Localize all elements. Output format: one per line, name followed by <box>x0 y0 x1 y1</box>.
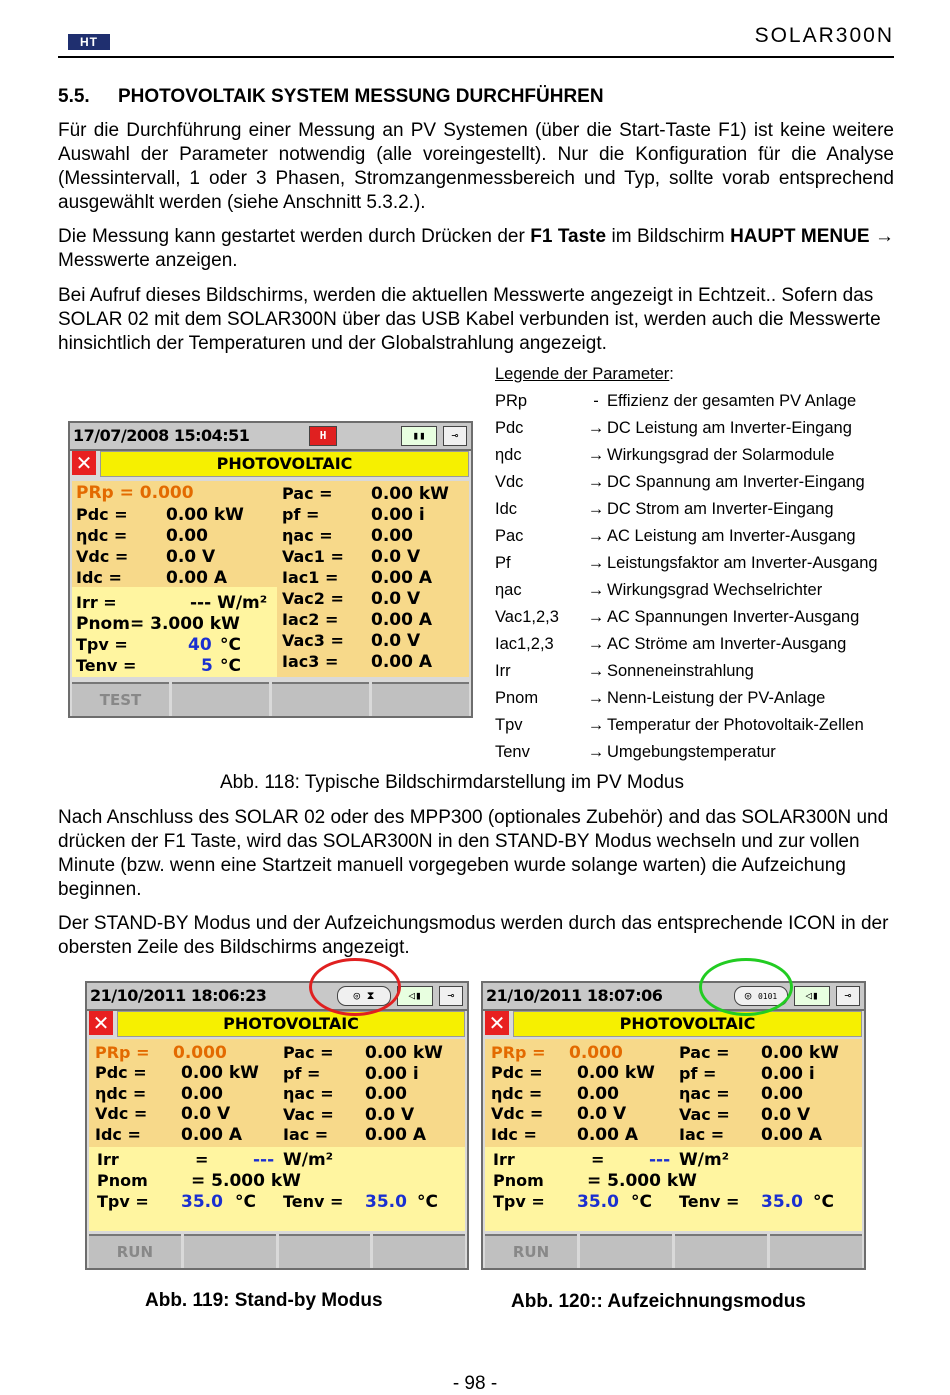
ac-value: 0.00 A <box>371 568 433 588</box>
ac-value: 0.0 V <box>371 547 421 567</box>
screen-status-bar <box>483 983 864 1011</box>
legend-row <box>495 473 905 500</box>
legend-title-text: Legende der Parameter <box>495 365 670 383</box>
f3-button[interactable] <box>675 1234 767 1268</box>
dc-value: 0.0 V <box>166 547 216 567</box>
tenv-label: Tenv = <box>283 1192 344 1211</box>
section-number: 5.5. <box>58 86 90 107</box>
legend-key: Pnom <box>495 689 539 707</box>
pnom-value: = 5.000 kW <box>191 1171 301 1191</box>
ac-value: 0.0 V <box>371 631 421 651</box>
section-title: PHOTOVOLTAIK SYSTEM MESSUNG DURCHFÜHREN <box>118 86 604 107</box>
screen-date: 17/07/2008 15:04:51 <box>73 426 250 445</box>
screen-pv-mode <box>68 421 473 718</box>
dc-value: 0.00 A <box>181 1124 243 1145</box>
function-keys <box>483 1234 864 1268</box>
paragraph-2 <box>58 225 894 273</box>
ac-value: 0.0 V <box>365 1104 415 1125</box>
ac-label: ηac = <box>282 526 333 545</box>
legend-desc: Wirkungsgrad Wechselrichter <box>607 581 823 599</box>
legend-row <box>495 500 905 527</box>
legend-key: Pac <box>495 527 524 545</box>
tpv-unit: °C <box>235 1192 256 1212</box>
tenv-unit: °C <box>813 1192 834 1212</box>
legend-row <box>495 608 905 635</box>
legend-desc: DC Strom am Inverter-Eingang <box>607 500 834 518</box>
f4-button[interactable] <box>770 1234 862 1268</box>
ac-value: 0.00 kW <box>365 1043 443 1063</box>
dc-value: 0.0 V <box>181 1104 231 1124</box>
screen-recording <box>481 981 866 1270</box>
ac-label: Vac2 = <box>282 589 344 608</box>
ac-value: 0.00 A <box>365 1125 427 1145</box>
ac-label: Vac1 = <box>282 547 344 566</box>
recording-icon-text: 0101 <box>757 992 778 1001</box>
prp-label: PRp = <box>95 1043 150 1062</box>
ac-value: 0.00 <box>365 1084 407 1104</box>
p2-bold-menu: HAUPT MENUE <box>730 226 870 247</box>
tenv-value: 35.0 <box>761 1192 803 1212</box>
irr-label: Irr <box>493 1150 515 1169</box>
battery-icon: ▮▮ <box>401 426 437 446</box>
ac-label: Pac = <box>283 1043 334 1062</box>
legend-row <box>495 635 905 662</box>
screen-date: 21/10/2011 18:07:06 <box>486 986 663 1005</box>
ac-label: Iac1 = <box>282 568 339 587</box>
tpv-value: 35.0 <box>181 1192 223 1212</box>
legend-desc: DC Leistung am Inverter-Eingang <box>607 419 852 437</box>
ac-label: ηac = <box>679 1084 730 1103</box>
tpv-label: Tpv = <box>493 1192 545 1211</box>
irr-unit: W/m² <box>679 1150 730 1170</box>
ac-label: Iac3 = <box>282 652 339 671</box>
caption-119: Abb. 119: Stand-by Modus <box>145 1290 383 1311</box>
ac-value: 0.00 i <box>761 1063 815 1084</box>
document-title: SOLAR300N <box>754 24 894 47</box>
prp-reading: PRp = 0.000 <box>76 483 194 503</box>
pnom-label: Pnom <box>97 1171 148 1190</box>
tenv-label: Tenv = <box>679 1192 740 1211</box>
pnom-reading: Pnom= 3.000 kW <box>76 614 240 634</box>
dc-label: ηdc = <box>491 1083 543 1103</box>
f3-button[interactable] <box>272 682 369 716</box>
ac-value: 0.00 kW <box>761 1043 839 1063</box>
tenv-label: Tenv = <box>76 656 137 675</box>
legend-desc: Effizienz der gesamten PV Anlage <box>607 392 857 410</box>
legend-row <box>495 662 905 689</box>
irr-value: --- <box>253 1150 275 1170</box>
arrow-icon: → <box>587 419 605 437</box>
plug-icon: ⊸ <box>443 426 467 446</box>
legend-key: ηac <box>495 581 522 599</box>
legend-desc: Wirkungsgrad der Solarmodule <box>607 446 835 464</box>
screen-title: PHOTOVOLTAIC <box>513 1011 862 1037</box>
arrow-icon: → <box>587 743 605 761</box>
legend-desc: Nenn-Leistung der PV-Anlage <box>607 689 826 707</box>
ac-value: 0.00 A <box>761 1125 823 1145</box>
page-number: - 98 - <box>452 1373 498 1394</box>
legend-key: Pdc <box>495 419 524 437</box>
legend-row <box>495 581 905 608</box>
dc-label: Idc = <box>95 1124 141 1144</box>
recording-highlight-ring <box>699 958 793 1016</box>
ac-value: 0.00 A <box>371 652 433 672</box>
plug-icon: ⊸ <box>836 986 860 1006</box>
legend-row <box>495 446 905 473</box>
ac-value: 0.00 i <box>371 505 425 525</box>
ac-value: 0.00 i <box>365 1063 419 1084</box>
tenv-value: 5 <box>201 656 213 676</box>
battery-icon: ◁▮ <box>397 986 433 1006</box>
dc-value: 0.00 kW <box>166 505 244 525</box>
dc-label: Idc = <box>76 568 122 587</box>
pnom-value: = 5.000 kW <box>587 1171 697 1191</box>
function-keys <box>70 682 471 716</box>
legend-key: Tenv <box>495 743 530 761</box>
legend-key: Vdc <box>495 473 524 491</box>
legend-row <box>495 419 905 446</box>
parameter-legend <box>495 365 905 770</box>
arrow-icon: → <box>587 635 605 653</box>
f2-button[interactable] <box>172 682 269 716</box>
legend-row <box>495 716 905 743</box>
legend-row <box>495 392 905 419</box>
irr-label: Irr <box>97 1150 119 1169</box>
ac-value: 0.0 V <box>761 1104 811 1125</box>
dc-label: Vdc = <box>95 1104 148 1123</box>
arrow-icon: → <box>587 500 605 518</box>
arrow-icon: → <box>875 226 894 247</box>
irr-equals: = <box>195 1150 209 1169</box>
caption-118: Abb. 118: Typische Bildschirmdarstellung im PV Modus <box>220 772 684 793</box>
f2-button[interactable] <box>184 1234 276 1268</box>
ht-logo: HT <box>68 34 110 50</box>
f4-button[interactable] <box>373 1234 465 1268</box>
ac-label: pf = <box>283 1063 321 1083</box>
dc-value: 0.00 kW <box>181 1063 259 1083</box>
irr-value: --- W/m² <box>190 593 268 613</box>
tenv-unit: °C <box>220 656 241 676</box>
p2-text-a: Die Messung kann gestartet werden durch Drücken der <box>58 226 531 247</box>
prp-label: PRp = <box>491 1043 546 1062</box>
f1-test-button[interactable]: TEST <box>72 682 169 716</box>
ac-label: Pac = <box>679 1043 730 1062</box>
legend-key: Pf <box>495 554 511 572</box>
ac-label: ηac = <box>283 1084 334 1103</box>
ac-value: 0.0 V <box>371 589 421 609</box>
arrow-icon: → <box>587 554 605 572</box>
close-icon[interactable]: ✕ <box>485 1011 509 1035</box>
arrow-icon: → <box>587 662 605 680</box>
legend-row <box>495 689 905 716</box>
dc-value: 0.00 kW <box>577 1063 655 1083</box>
dc-label: Vdc = <box>76 547 129 566</box>
p2-text-c: im Bildschirm <box>606 226 731 247</box>
dc-value: 0.00 A <box>577 1124 639 1145</box>
dc-label: Pdc = <box>491 1063 543 1082</box>
screen-standby <box>85 981 469 1270</box>
legend-desc: AC Ströme am Inverter-Ausgang <box>607 635 847 653</box>
irr-value: --- <box>649 1150 671 1170</box>
ac-value: 0.00 kW <box>371 484 449 504</box>
legend-key: Vac1,2,3 <box>495 608 559 626</box>
irr-unit: W/m² <box>283 1150 334 1170</box>
legend-key: Tpv <box>495 716 523 734</box>
tpv-value: 40 <box>188 635 212 655</box>
irr-label: Irr = <box>76 593 117 612</box>
battery-icon: ◁▮ <box>794 986 830 1006</box>
plug-icon: ⊸ <box>439 986 463 1006</box>
legend-key: Iac1,2,3 <box>495 635 554 653</box>
dc-value: 0.00 <box>577 1083 619 1104</box>
legend-row <box>495 743 905 770</box>
standby-highlight-ring <box>309 958 401 1016</box>
f1-run-button[interactable]: RUN <box>89 1234 181 1268</box>
f3-button[interactable] <box>279 1234 371 1268</box>
ac-value: 0.00 <box>371 526 413 546</box>
legend-row <box>495 527 905 554</box>
legend-desc: AC Spannungen Inverter-Ausgang <box>607 608 860 626</box>
hold-icon: H <box>309 426 337 446</box>
dc-label: ηdc = <box>95 1083 147 1103</box>
arrow-icon: → <box>587 689 605 707</box>
arrow-icon: → <box>587 446 605 464</box>
ac-label: Vac3 = <box>282 631 344 650</box>
legend-title <box>495 365 905 392</box>
tpv-value: 35.0 <box>577 1192 619 1212</box>
dc-label: Pdc = <box>76 505 128 524</box>
legend-desc: Umgebungstemperatur <box>607 743 776 761</box>
caption-120: Abb. 120:: Aufzeichnungsmodus <box>511 1291 806 1312</box>
ac-label: Iac = <box>283 1125 329 1144</box>
arrow-icon: → <box>587 716 605 734</box>
dc-label: Vdc = <box>491 1104 544 1123</box>
tenv-value: 35.0 <box>365 1192 407 1212</box>
legend-key: ηdc <box>495 446 522 464</box>
tenv-unit: °C <box>417 1192 438 1212</box>
standby-disc-icon: ◎ ⧗ <box>337 986 391 1006</box>
arrow-icon: → <box>587 581 605 599</box>
arrow-icon: → <box>587 608 605 626</box>
screen-title: PHOTOVOLTAIC <box>100 451 469 477</box>
ac-label: Vac = <box>283 1104 334 1124</box>
dc-value: 0.00 <box>181 1083 223 1104</box>
paragraph-3: Bei Aufruf dieses Bildschirms, werden die aktuellen Messwerte angezeigt in Echtzeit.. Sofern das SOLAR 02 mit dem SOLAR300N über das USB Kabel verbunden ist, werden auch die Messwerte hinsichtlich der Temperaturen und der Globalstrahlung angezeigt. <box>58 285 881 354</box>
prp-value: 0.000 <box>173 1043 227 1063</box>
dash-separator: - <box>593 392 599 410</box>
tpv-label: Tpv = <box>76 635 128 654</box>
arrow-icon: → <box>587 527 605 545</box>
tpv-unit: °C <box>220 635 241 655</box>
legend-desc: Temperatur der Photovoltaik-Zellen <box>607 716 864 734</box>
legend-desc: Leistungsfaktor am Inverter-Ausgang <box>607 554 878 572</box>
arrow-icon: → <box>587 473 605 491</box>
legend-key: PRp <box>495 392 528 410</box>
dc-value: 0.00 <box>166 526 208 546</box>
legend-desc: AC Leistung am Inverter-Ausgang <box>607 527 856 545</box>
ac-value: 0.00 <box>761 1084 803 1104</box>
screen-date: 21/10/2011 18:06:23 <box>90 986 267 1005</box>
p2-text-e: Messwerte anzeigen. <box>58 250 238 271</box>
legend-row <box>495 554 905 581</box>
dc-value: 0.00 A <box>166 568 228 588</box>
tpv-label: Tpv = <box>97 1192 149 1211</box>
p2-bold-f1: F1 Taste <box>530 226 607 247</box>
legend-desc: DC Spannung am Inverter-Eingang <box>607 473 865 491</box>
dc-label: ηdc = <box>76 526 128 545</box>
dc-label: Idc = <box>491 1124 537 1144</box>
legend-key: Idc <box>495 500 518 518</box>
paragraph-1: Für die Durchführung einer Messung an PV Systemen (über die Start-Taste F1) ist keine weitere Auswahl der Parameter notwendig (alle voreingestellt). Nur die Konfiguration für die Analyse (Messintervall, 1 oder 3 Phasen, Stromzangenmessbereich und Typ, sollte vorab entsprechend ausgewählt werden (siehe Anschnitt 5.3.2.). <box>58 120 894 213</box>
dc-label: Pdc = <box>95 1063 147 1082</box>
ac-label: Iac2 = <box>282 610 339 629</box>
recording-disc-icon: ◎ 0101 <box>734 986 788 1006</box>
prp-value: 0.000 <box>569 1043 623 1063</box>
ac-label: Pac = <box>282 484 333 503</box>
ac-label: Iac = <box>679 1125 725 1144</box>
paragraph-5: Der STAND-BY Modus und der Aufzeichungsmodus werden durch das entsprechende ICON in der obersten Zeile des Bildschirms angezeigt. <box>58 913 889 958</box>
ac-label: pf = <box>679 1063 717 1083</box>
legend-key: Irr <box>495 662 511 680</box>
screen-status-bar <box>87 983 467 1011</box>
function-keys <box>87 1234 467 1268</box>
f2-button[interactable] <box>580 1234 672 1268</box>
dc-value: 0.0 V <box>577 1104 627 1124</box>
section-heading <box>58 86 604 108</box>
page-header <box>58 22 894 58</box>
paragraph-4: Nach Anschluss des SOLAR 02 oder des MPP300 (optionales Zubehör) and das SOLAR300N und drücken der F1 Taste, wird das SOLAR300N in den STAND-BY Modus wechseln und zur vollen Minute (bzw. wenn eine Startzeit manuell vorgegeben wurde solange warten) die Aufzeichung beginnen. <box>58 807 889 900</box>
close-icon[interactable]: ✕ <box>89 1011 113 1035</box>
legend-title-colon: : <box>669 365 674 383</box>
ac-value: 0.00 A <box>371 610 433 630</box>
ac-label: Vac = <box>679 1104 730 1124</box>
f4-button[interactable] <box>372 682 469 716</box>
pnom-label: Pnom <box>493 1171 544 1190</box>
f1-run-button[interactable]: RUN <box>485 1234 577 1268</box>
screen-status-bar <box>70 423 471 451</box>
legend-desc: Sonneneinstrahlung <box>607 662 754 680</box>
ac-label: pf = <box>282 505 320 524</box>
irr-equals: = <box>591 1150 605 1169</box>
screen-title: PHOTOVOLTAIC <box>117 1011 465 1037</box>
close-icon[interactable]: ✕ <box>72 451 96 475</box>
tpv-unit: °C <box>631 1192 652 1212</box>
